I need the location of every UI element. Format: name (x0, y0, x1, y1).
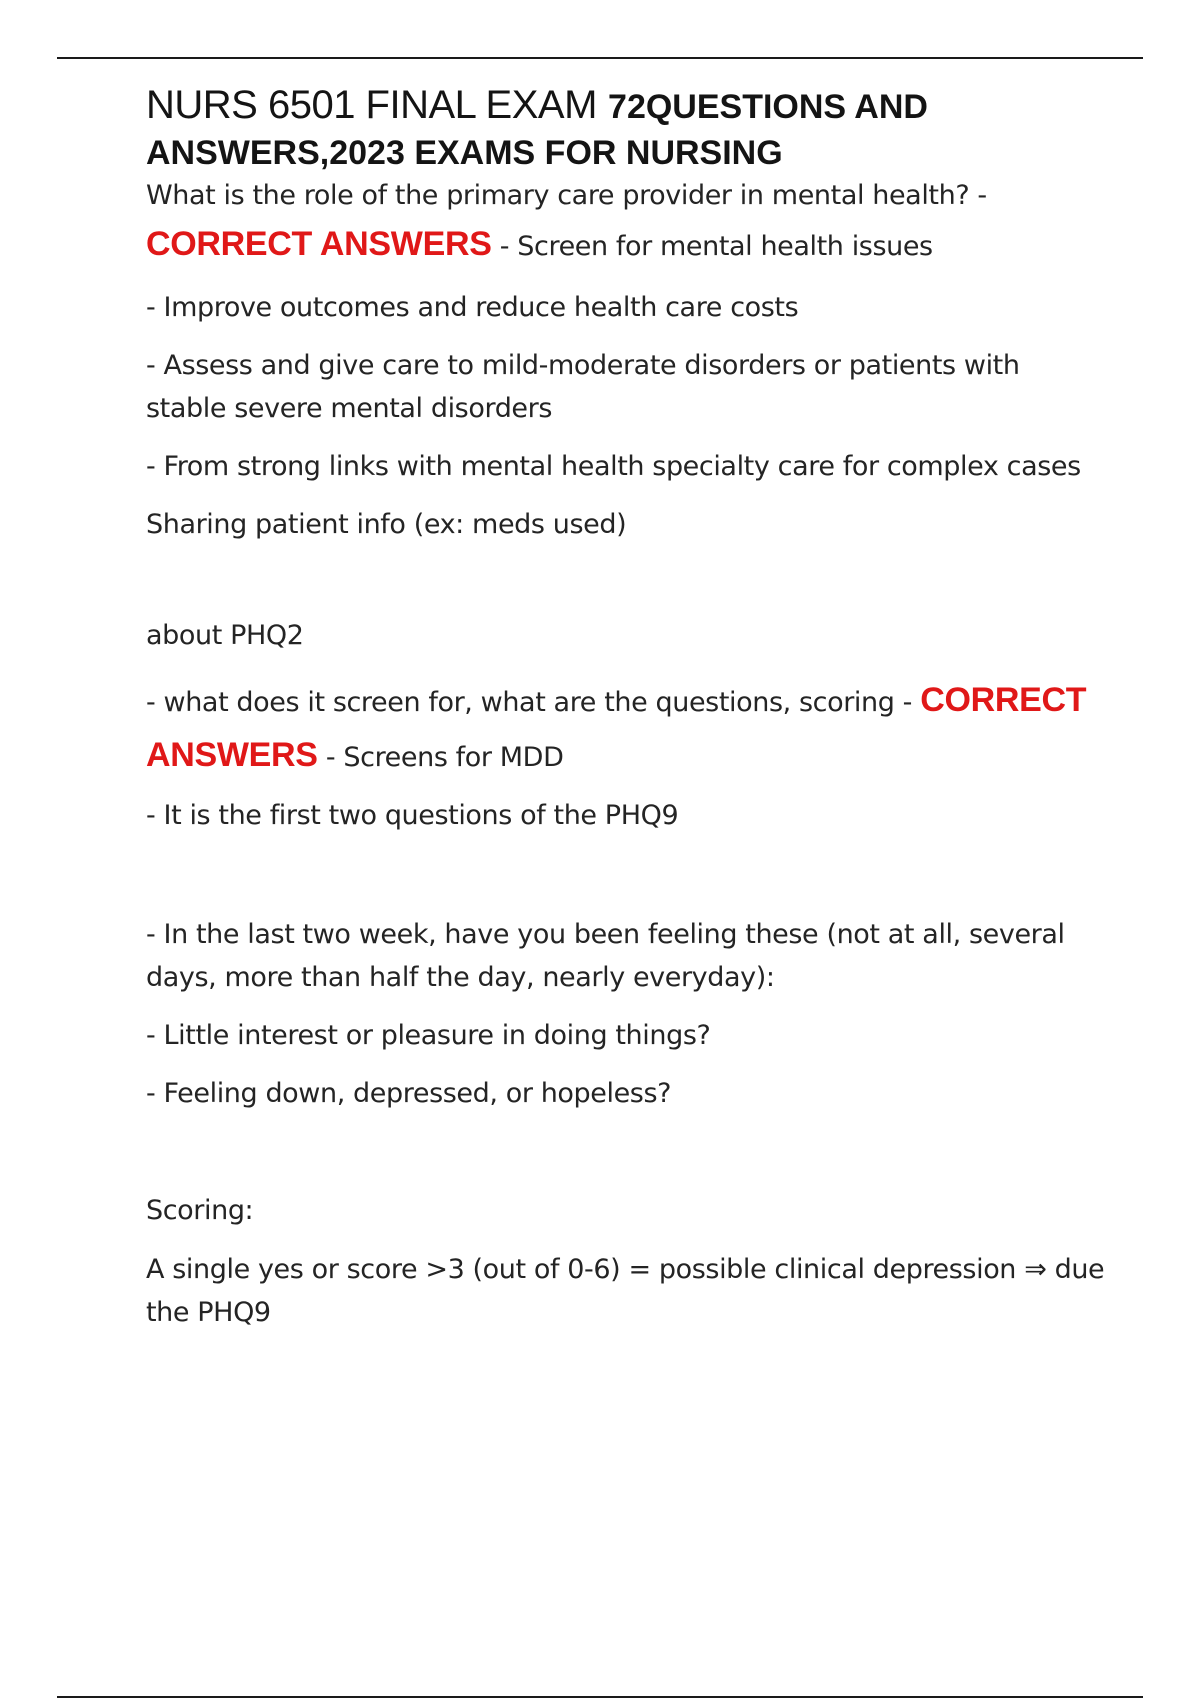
correct-word-1: CORRECT (920, 681, 1087, 719)
q2-line-3: - Little interest or pleasure in doing things? (146, 1020, 711, 1051)
q2-line-4: - Feeling down, depressed, or hopeless? (146, 1078, 672, 1109)
document-title (146, 82, 1106, 176)
q1-line-3: - From strong links with mental health specialty care for complex cases (146, 451, 1081, 482)
document-body (146, 82, 1106, 1334)
q1-answer-first: - Screen for mental health issues (491, 231, 933, 262)
q1-answer-line (146, 219, 1106, 272)
q2-heading: about PHQ2 (146, 620, 304, 651)
q2-answer-first: - Screens for MDD (317, 742, 564, 773)
correct-word-2: ANSWERS (146, 736, 318, 774)
title-part2: 72QUESTIONS AND (608, 88, 928, 126)
correct-answers-label: CORRECT ANSWERS (146, 225, 492, 263)
q2-question-line (146, 674, 1106, 784)
q2-question: - what does it screen for, what are the questions, scoring - (146, 687, 912, 718)
top-divider (57, 57, 1143, 59)
scoring-label: Scoring: (146, 1195, 254, 1226)
q2-line-2: - In the last two week, have you been feeling these (not at all, several days, more than half the day, nearly everyday): (146, 919, 1065, 993)
q1-line-1: - Improve outcomes and reduce health care costs (146, 292, 799, 323)
bottom-divider (57, 1696, 1143, 1698)
title-part1: NURS 6501 FINAL EXAM (146, 83, 597, 127)
q1-line-2: - Assess and give care to mild-moderate disorders or patients with stable severe mental disorders (146, 350, 1020, 424)
q1-line-4: Sharing patient info (ex: meds used) (146, 509, 627, 540)
title-line2: ANSWERS,2023 EXAMS FOR NURSING (146, 134, 783, 172)
scoring-text: A single yes or score >3 (out of 0-6) = possible clinical depression ⇒ due the PHQ9 (146, 1254, 1105, 1328)
q1-question: What is the role of the primary care provider in mental health? - (146, 180, 987, 211)
q2-line-1: - It is the first two questions of the PHQ9 (146, 800, 679, 831)
